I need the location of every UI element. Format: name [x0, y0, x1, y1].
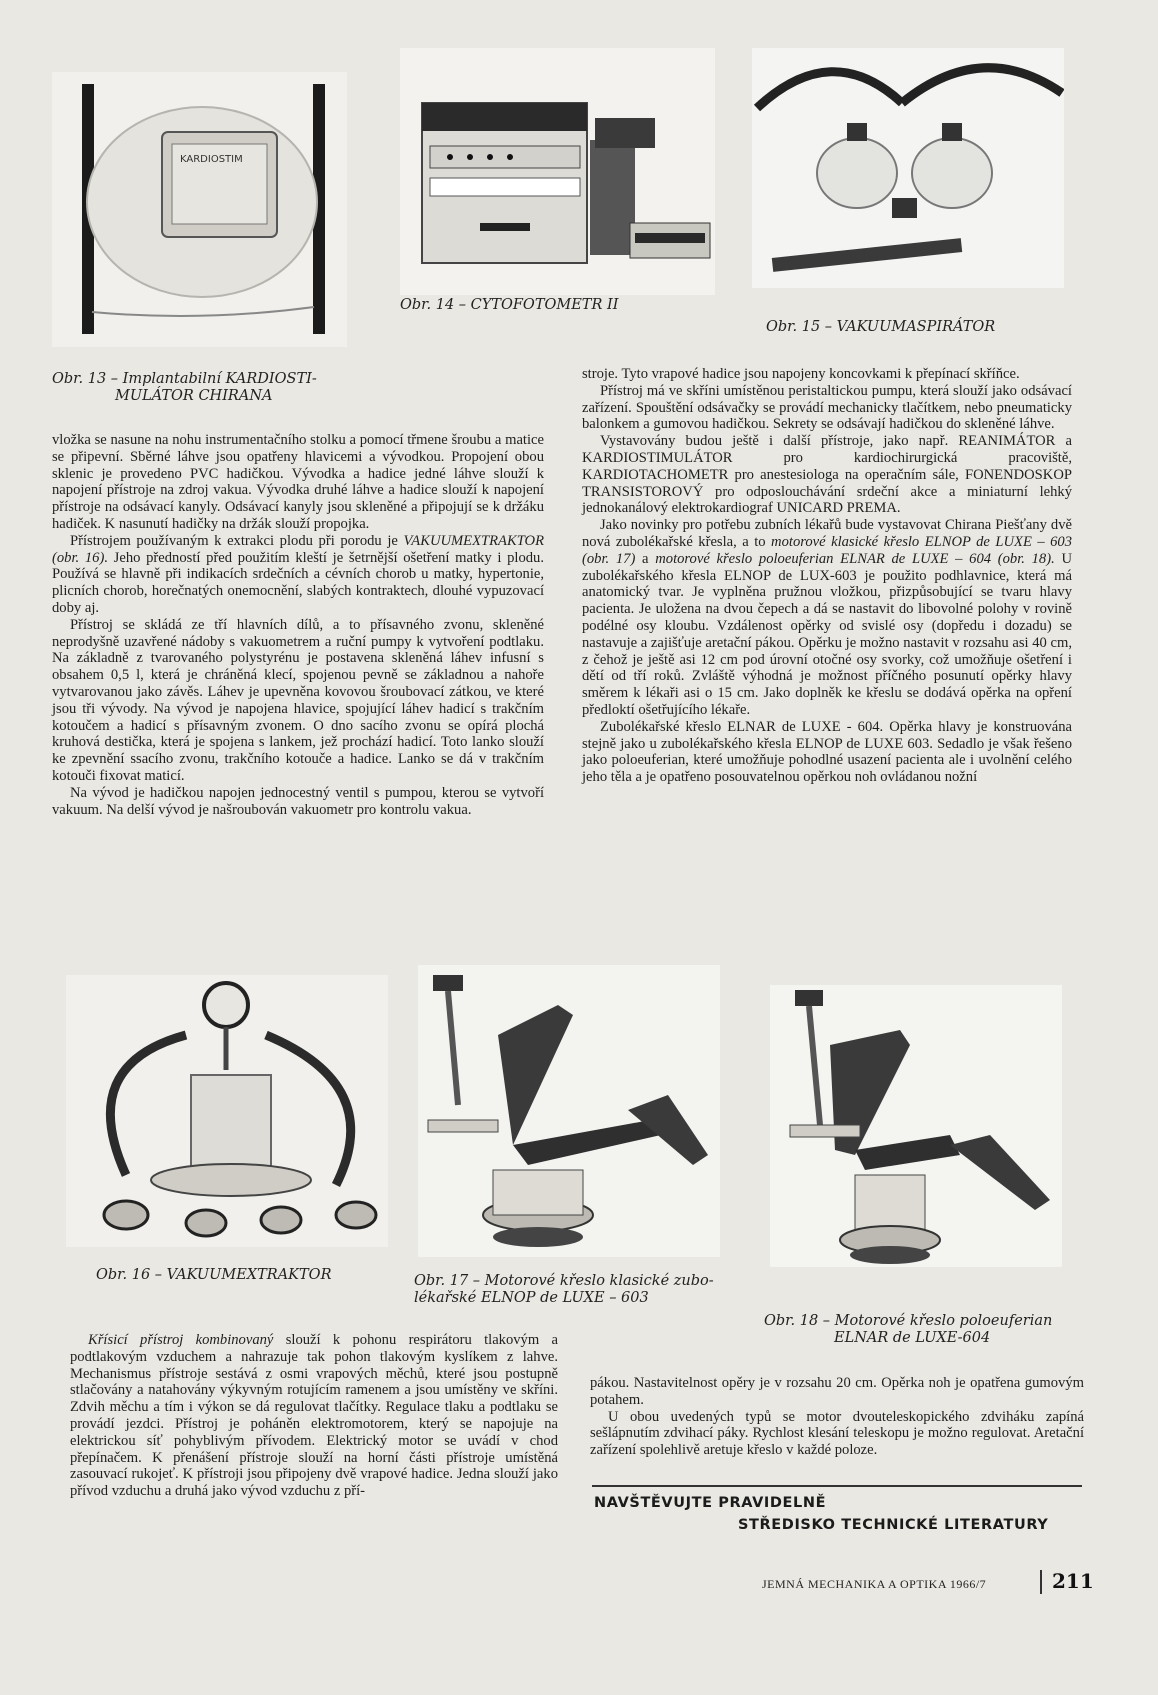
caption-fig18-line1: Obr. 18 – Motorové křeslo poloeuferian	[764, 1313, 1053, 1329]
kardiostim-label: KARDIOSTIM	[180, 154, 243, 165]
advert-line-2: STŘEDISKO TECHNICKÉ LITERATURY	[738, 1517, 1049, 1533]
bottom-left-text	[70, 1332, 558, 1500]
left-paragraph-1: vložka se nasune na nohu instrumentačního stolku a pomocí třmene šroubu a matice se připevní. Sběrné láhve jsou opatřeny hlavicemi a vývodkou. Propojení obou sklenic je provedeno PVC hadičkou. Vývodka a hadice jedné láhve slouží k napojení přístroje na zdroj vakua. Vývodka druhé láhve a hadice slouží k napojení přístroje na odsávací kanyly. Odsávací kanyly jsou skleněné a připojují se k držáku hadiček. K nasunutí hadičky na držák slouží propojka.	[52, 432, 544, 532]
right-p4-emphasis-2: motorové křeslo poloeuferian ELNAR de LUXE – 604 (obr. 18).	[655, 550, 1055, 567]
bottom-left-paragraph	[70, 1332, 558, 1500]
left-p2-text-b: Jeho předností před použitím kleští je šetrnější ošetření matky i plodu. Používá se hlavně při indikacích srdečních a cévních chorob u matky, hypertonie, plicních chorob, horečnatých onemocnění, slabých kontraktech, dlouhé vypuzovací doby aj.	[52, 549, 544, 616]
caption-fig15: Obr. 15 – VAKUUMASPIRÁTOR	[766, 319, 996, 335]
caption-fig18-line2: ELNAR de LUXE-604	[834, 1330, 991, 1346]
photo-kardiostimulator	[52, 72, 347, 347]
photo-elnop-chair	[418, 965, 720, 1257]
left-p2-emphasis: VAKUUMEXTRAKTOR (obr. 16).	[52, 532, 544, 566]
right-p4-emphasis-1: motorové klasické křeslo ELNOP de LUXE – 603 (obr. 17)	[582, 533, 1072, 567]
left-p2-text: Přístrojem používaným k extrakci plodu při porodu je	[70, 532, 404, 549]
advert-rule	[592, 1485, 1082, 1487]
left-paragraph-2	[52, 533, 544, 617]
bottom-left-body: slouží k pohonu respirátoru tlakovým a podtlakovým vzduchem a nahrazuje tak pohon tlakovým kyslíkem z lahve. Mechanismus přístroje sestává z osmi vrapových měchů, které jsou postupně stlačovány a natahovány výkyvným rotujícím ramenem a jsou umístěny ve skříni. Zdvih měchu a tím i výkon se dá regulovat tlačítky. Regulace tlaku a podtlaku se provádí jezdci. Přístroj je poháněn elektromotorem, který se napojuje na elektrickou síť pohyblivým přívodem. Elektrický motor se uvádí v chod přepínačem. K přenášení přístroje slouží na horní části přístroje umístěná zasouvací rukojeť. K přístroji jsou připojeny dvě vrapové hadice. Jedna slouží jako přívod vzduchu a druhá jako vývod vzduchu z pří-	[70, 1332, 558, 1500]
left-paragraph-4: Na vývod je hadičkou napojen jednocestný ventil s pumpou, kterou se vytvoří vakuum. Na delší vývod je našroubován vakuometr pro kontrolu vakua.	[52, 784, 544, 818]
photo-elnar-chair	[770, 985, 1062, 1267]
right-p4-text-b: U zubolékařského křesla ELNOP de LUX-603 je použito podhlavnice, která má anatomický tvar. Je vyplněna pružnou vložkou, přizpůsobující se tvaru hlavy pacienta. Je uložena na dvou čepech a dá se nastavit do libovolné polohy v rovině podélné osy kloubu. Vzdálenost opěrky od svislé osy (dopředu i dozadu) se nastavuje a zajišťuje aretační pákou. Opěrku je možno nastavit v rozsahu asi 40 cm, z čehož je ještě asi 12 cm pod úrovní otočné osy svorky, což umožňuje ošetření i dětí od tří roků. Zvláště výhodná je možnost příčného posunutí opěrky hlavy směrem k lékaři asi o 15 cm. Jako doplněk ke křeslu se dodává opěrka na opření předloktí ošetřujícího lékaře.	[582, 550, 1072, 718]
photo-cytofotometr	[400, 48, 715, 295]
advert-line-1: NAVŠTĚVUJTE PRAVIDELNĚ	[594, 1495, 827, 1511]
right-paragraph-4	[582, 517, 1072, 719]
right-column-text	[582, 366, 1072, 786]
caption-fig13-line1: Obr. 13 – Implantabilní KARDIOSTI-	[52, 371, 317, 387]
bottom-left-emphasis: Křísicí přístroj kombinovaný	[88, 1332, 274, 1348]
footer-journal: JEMNÁ MECHANIKA A OPTIKA 1966/7	[762, 1577, 987, 1591]
right-p4-text: Jako novinky pro potřebu zubních lékařů bude vystavovat Chirana Piešťany dvě nová zubolékařské křesla, a to	[582, 517, 1072, 550]
right-paragraph-3: Vystavovány budou ještě i další přístroje, jako např. REANIMÁTOR a KARDIOSTIMULÁTOR pro kardiochirurgická pracoviště, KARDIOTACHOMETR pro anestesiologa na operačním sále, FONENDOSKOP TRANSISTOROVÝ pro odposlouchávání srdeční akce a miniaturní lehký jednokanálový elektrokardiograf UNICARD PREMA.	[582, 433, 1072, 517]
bottom-right-text	[590, 1375, 1084, 1459]
caption-fig13-line2: MULÁTOR CHIRANA	[115, 388, 273, 404]
photo-vakuumaspirator	[752, 48, 1064, 288]
caption-fig16: Obr. 16 – VAKUUMEXTRAKTOR	[96, 1267, 332, 1283]
left-column-text	[52, 432, 544, 818]
right-paragraph-2: Přístroj má ve skříni umístěnou peristaltickou pumpu, která slouží jako odsávací zařízení. Spouštění odsávačky se provádí mechanicky tlačítkem, nebo pneumaticky balonkem a gumovou hadičkou. Sekrety se odsávají hadičkou do skleněné láhve.	[582, 382, 1072, 433]
right-p4-mid: a	[635, 550, 656, 567]
left-paragraph-3: Přístroj se skládá ze tří hlavních dílů, a to přísavného zvonu, skleněné neprodyšně uzavřené nádoby s vakuometrem a ruční pumpy k vytvoření podtlaku. Na základně z tvarovaného polystyrénu je postavena skleněná láhev infusní s obsahem 0,5 l, která je chráněná klecí, spojenou pevně se základnou a nahoře vytvarovanou jako závěs. Láhev je upevněna kovovou šroubovací zátkou, ve které jsou tři vývody. Na vývod je napojena hlavice, spojující láhev hadicí s trakčním kotoučem a hadicí s přísavným zvonem. O dno sacího zvonu se opírá plochá kruhová destička, která je spojena s lankem, jež prochází hadicí. Toto lanko slouží ke zpevnění ssacího zvonu, trakčního kotouče a hadice. Lanko se dá v trakčním kotouči fixovat maticí.	[52, 616, 544, 784]
caption-fig17-line2: lékařské ELNOP de LUXE – 603	[414, 1290, 649, 1306]
bottom-right-paragraph-1: pákou. Nastavitelnost opěry je v rozsahu 20 cm. Opěrka noh je opatřena gumovým potahem.	[590, 1375, 1084, 1408]
footer-divider	[1040, 1570, 1042, 1594]
page-number: 211	[1052, 1569, 1094, 1593]
caption-fig17-line1: Obr. 17 – Motorové křeslo klasické zubo-	[414, 1273, 714, 1289]
right-paragraph-5: Zubolékařské křeslo ELNAR de LUXE - 604. Opěrka hlavy je konstruována stejně jako u zubolékařského křesla ELNOP de LUXE 603. Sedadlo je však řešeno jako poloeuferian, které umožňuje pohodlné usazení pacienta ale i uvolnění celého jeho těla a je opatřeno posouvatelnou opěrkou noh ovládanou nožní	[582, 718, 1072, 786]
photo-vakuumextraktor	[66, 975, 388, 1247]
bottom-right-paragraph-2: U obou uvedených typů se motor dvouteleskopického zdviháku zapíná sešlápnutím zdvihací páky. Rychlost klesání teleskopu je možno regulovat. Aretační zařízení spolehlivě aretuje křeslo v každé poloze.	[590, 1408, 1084, 1459]
caption-fig14: Obr. 14 – CYTOFOTOMETR II	[400, 297, 619, 313]
right-paragraph-1: stroje. Tyto vrapové hadice jsou napojeny koncovkami k přepínací skříňce.	[582, 366, 1020, 382]
